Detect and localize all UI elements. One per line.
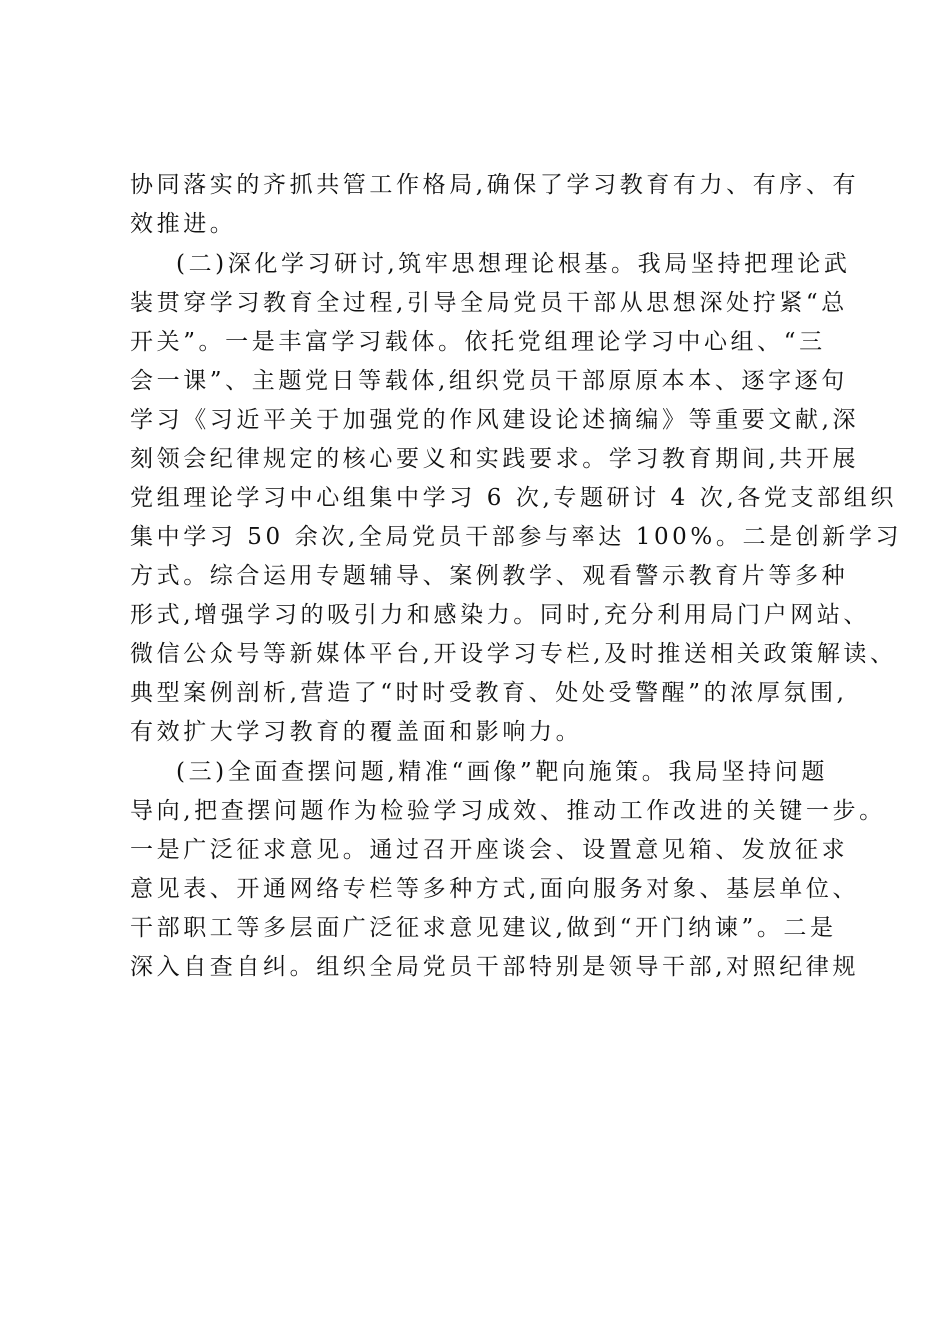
- text-line: 刻领会纪律规定的核心要义和实践要求。学习教育期间,共开展: [130, 446, 860, 472]
- text-line: 一是广泛征求意见。通过召开座谈会、设置意见箱、发放征求: [130, 837, 849, 863]
- paragraph-continuation: [130, 170, 860, 240]
- text-line: 导向,把查摆问题作为检验学习成效、推动工作改进的关键一步。: [130, 798, 886, 824]
- text-line: (三)全面查摆问题,精准“画像”靶向施策。我局坚持问题: [176, 759, 828, 785]
- text-line: 微信公众号等新媒体平台,开设学习专栏,及时推送相关政策解读、: [130, 641, 897, 667]
- text-line: 意见表、开通网络专栏等多种方式,面向服务对象、基层单位、: [130, 876, 860, 902]
- paragraph-study-discussion: [130, 249, 903, 748]
- text-line: 干部职工等多层面广泛征求意见建议,做到“开门纳谏”。二是: [130, 915, 837, 941]
- text-line: 协同落实的齐抓共管工作格局,确保了学习教育有力、有序、有: [130, 172, 860, 198]
- document-page: [130, 170, 903, 991]
- text-line: 装贯穿学习教育全过程,引导全局党员干部从思想深处拧紧“总: [130, 290, 848, 316]
- text-line: 典型案例剖析,营造了“时时受教育、处处受警醒”的浓厚氛围,: [130, 680, 848, 706]
- text-line: 集中学习 50 余次,全局党员干部参与率达 100%。二是创新学习: [130, 524, 903, 550]
- text-line: 深入自查自纠。组织全局党员干部特别是领导干部,对照纪律规: [130, 954, 860, 980]
- text-line: 有效扩大学习教育的覆盖面和影响力。: [130, 719, 583, 745]
- text-line: 开关”。一是丰富学习载体。依托党组理论学习中心组、“三: [130, 329, 826, 355]
- text-line: (二)深化学习研讨,筑牢思想理论根基。我局坚持把理论武: [176, 251, 851, 277]
- text-line: 形式,增强学习的吸引力和感染力。同时,充分利用局门户网站、: [130, 602, 871, 628]
- paragraph-problem-check: [130, 757, 886, 983]
- text-line: 党组理论学习中心组集中学习 6 次,专题研讨 4 次,各党支部组织: [130, 485, 897, 511]
- text-line: 方式。综合运用专题辅导、案例教学、观看警示教育片等多种: [130, 563, 849, 589]
- text-line: 会一课”、主题党日等载体,组织党员干部原原本本、逐字逐句: [130, 368, 848, 394]
- text-line: 效推进。: [130, 211, 237, 237]
- text-line: 学习《习近平关于加强党的作风建设论述摘编》等重要文献,深: [130, 407, 860, 433]
